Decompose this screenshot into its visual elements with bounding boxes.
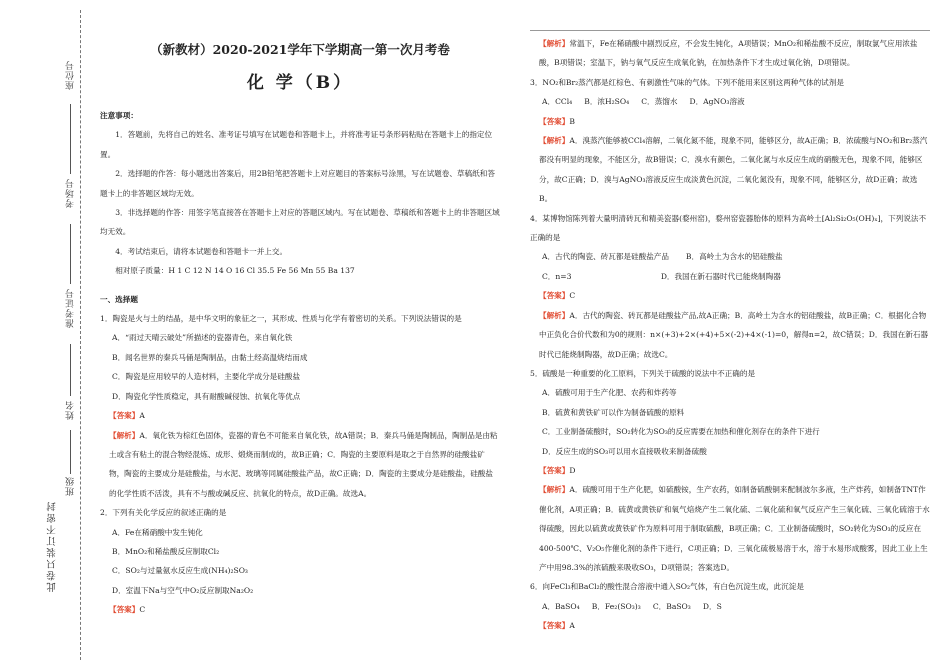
question-2-option: D．室温下Na与空气中O₂反应制取Na₂O₂ — [112, 585, 254, 595]
question-4-analysis — [530, 306, 930, 364]
analysis-text: 常温下，Fe在稀硝酸中剧烈反应，不会发生钝化，A项错误；MnO₂和稀盐酸不反应，制取氯气应用浓盐酸，B项错误；室温下，钠与氧气反应生成氧化钠，在加热条件下才生成过氧化钠，D项错误。 — [539, 39, 918, 68]
answer-value: C — [139, 605, 146, 615]
question-3-options — [530, 92, 930, 111]
answer-value: D — [569, 465, 576, 475]
question-6-answer — [530, 616, 930, 635]
question-4-options-row2 — [530, 267, 930, 286]
question-2-answer — [100, 600, 500, 619]
question-5-option: D．反应生成的SO₃可以用水直接吸收来制备硫酸 — [542, 446, 707, 456]
question-2-option: A．Fe在稀硝酸中发生钝化 — [112, 527, 203, 537]
notice-item: 1．答题前，先将自己的姓名、准考证号填写在试题卷和答题卡上，并将准考证号条形码粘贴在答题卡上的指定位置。 — [100, 130, 493, 159]
seat-line — [70, 104, 71, 174]
notice-item: 3．非选择题的作答：用签字笔直接答在答题卡上对应的答题区域内。写在试题卷、草稿纸和答题卡上的非答题区域均无效。 — [100, 208, 500, 237]
question-3-option: D．AgNO₃溶液 — [689, 97, 745, 107]
exam-room-line — [70, 224, 71, 284]
answer-value: A — [569, 621, 575, 631]
question-2-analysis — [530, 34, 930, 73]
question-4-stem: 4．某博物馆陈列着大量明清砖瓦和精美瓷器(婺州窑)，婺州窑瓷器胎体的原料为高岭土[Al₂Si₂O₅(OH)ₓ]，下列说法不正确的是 — [530, 213, 927, 243]
question-5-option: C．工业制备硫酸时，SO₂转化为SO₃的反应需要在加热和催化剂存在的条件下进行 — [542, 427, 820, 437]
answer-tag: 【答案】 — [109, 605, 140, 615]
question-6-option: A．BaSO₄ — [542, 601, 580, 611]
analysis-text: A．硫酸可用于生产化肥，如硫酸铵，生产农药，如制备硫酸铜来配制波尔多液，生产炸药，如制备TNT作催化剂，A项正确；B．硫黄或黄铁矿和氧气焙烧产生二氧化硫、二氧化硫和氧气反应产生三氧化硫、三氧化硫溶于水得硫酸，因此以硫黄或黄铁矿作为原料可用于制取硫酸，B项正确；C．工业制备硫酸时，SO₂转化为SO₃的反应在400-500℃、V₂O₅作催化剂的条件下进行，C项正确；D．三氧化硫极易溶于水，溶于水易形成酸雾，因此工业上生产中用98.3%的浓硫酸来吸收SO₃，D项错误；答案选D。 — [539, 485, 930, 572]
answer-value: A — [139, 411, 145, 421]
question-4-option: C．n=3 — [542, 271, 572, 281]
answer-tag: 【答案】 — [539, 465, 570, 475]
question-1-stem: 1．陶瓷是火与土的结晶，是中华文明的象征之一，其形成、性质与化学有着密切的关系。下列说法错误的是 — [100, 314, 462, 324]
question-6-stem: 6．向FeCl₃和BaCl₂的酸性混合溶液中通入SO₂气体，有白色沉淀生成，此沉淀是 — [530, 582, 804, 592]
question-4-answer — [530, 286, 930, 305]
question-2-option: C．SO₂与过量氨水反应生成(NH₄)₂SO₃ — [112, 566, 248, 576]
notice-item: 4．考试结束后，请将本试题卷和答题卡一并上交。 — [115, 246, 288, 256]
question-6-option: C．BaSO₃ — [652, 601, 691, 611]
question-3-stem: 3．NO₂和Br₂蒸汽都是红棕色、有刺激性气味的气体。下列不能用来区别这两种气体的试剂是 — [530, 77, 844, 87]
binding-dashed-line — [80, 10, 81, 660]
seal-notice: 此卷只装订不密封 — [47, 500, 58, 592]
question-1-option: A．“雨过天晴云破处”所描述的瓷器青色，来自氧化铁 — [112, 333, 293, 343]
class-label: 班级 — [66, 476, 76, 496]
analysis-text: A．古代的陶瓷、砖瓦都是硅酸盐产品,故A正确；B．高岭土为含水的铝硅酸盐，故B正确；C．根据化合物中正负化合价代数和为0的规则：n×(+3)+2×(+4)+5×(-2)+4×(-1)=0，解得n=2，故C错误；D．我国在新石器时代已能烧制陶器，故D正确；故选C。 — [539, 310, 929, 359]
question-5-stem: 5．硫酸是一种重要的化工原料，下列关于硫酸的说法中不正确的是 — [530, 368, 756, 378]
question-5-analysis — [530, 480, 930, 577]
question-1-option: C．陶瓷是应用较早的人造材料，主要化学成分是硅酸盐 — [112, 372, 301, 382]
answer-value: C — [569, 291, 576, 301]
question-4-option: A．古代的陶瓷、砖瓦都是硅酸盐产品 — [542, 252, 669, 262]
answer-value: B — [569, 116, 575, 126]
notice-item: 2．选择题的作答：每小题选出答案后，用2B铅笔把答题卡上对应题目的答案标号涂黑，写在试题卷、草稿纸和答题卡上的非答题区域均无效。 — [100, 169, 495, 198]
question-1-answer — [100, 406, 500, 425]
question-3-option: C．蒸馏水 — [641, 97, 678, 107]
analysis-tag: 【解析】 — [539, 39, 570, 48]
question-4-option: B．高岭土为含水的铝硅酸盐 — [685, 252, 783, 262]
analysis-tag: 【解析】 — [539, 136, 570, 146]
left-column — [100, 40, 500, 620]
notice-heading: 注意事项： — [100, 111, 138, 120]
answer-tag: 【答案】 — [109, 411, 140, 421]
section-heading: 一、选择题 — [100, 294, 138, 304]
question-3-answer — [530, 112, 930, 131]
answer-tag: 【答案】 — [539, 116, 570, 126]
name-line — [70, 430, 71, 474]
right-column — [530, 34, 930, 636]
name-label: 姓名 — [66, 400, 76, 420]
question-1-option: B．闻名世界的秦兵马俑是陶制品，由黏土经高温烧结而成 — [112, 352, 308, 362]
question-5-option: A．硫酸可用于生产化肥、农药和炸药等 — [542, 388, 677, 398]
answer-tag: 【答案】 — [539, 291, 570, 301]
binding-margin — [0, 0, 92, 672]
analysis-tag: 【解析】 — [539, 310, 570, 320]
question-6-option: D．S — [702, 601, 722, 611]
analysis-tag: 【解析】 — [539, 485, 570, 495]
question-5-option: B．硫黄和黄铁矿可以作为制备硫酸的原料 — [542, 407, 685, 417]
question-4-option: D．我国在新石器时代已能烧制陶器 — [660, 271, 781, 281]
question-2-option: B．MnO₂和稀盐酸反应制取Cl₂ — [112, 546, 220, 556]
question-6-options — [530, 597, 930, 616]
atomic-mass: 相对原子质量：H 1 C 12 N 14 O 16 Cl 35.5 Fe 56 Mn 55 Ba 137 — [115, 266, 355, 276]
exam-title: （新教材）2020-2021学年下学期高一第一次月考卷 — [150, 42, 450, 57]
answer-tag: 【答案】 — [539, 621, 570, 631]
exam-room-label: 考场号 — [66, 178, 76, 208]
question-1-analysis — [100, 426, 500, 504]
analysis-tag: 【解析】 — [109, 430, 140, 440]
question-2-stem: 2．下列有关化学反应的叙述正确的是 — [100, 508, 227, 518]
question-5-answer — [530, 461, 930, 480]
analysis-text: A．氧化铁为棕红色固体，瓷器的青色不可能来自氧化铁，故A错误；B．秦兵马俑是陶制品，陶制品是由粘土或含有粘土的混合物经混炼、成形、煅烧而制成的，故B正确；C．陶瓷的主要原料是取之于自然界的硅酸盐矿物，陶瓷的主要成分是硅酸盐，与水泥、玻璃等同属硅酸盐产品，故C正确；D．陶瓷的主要成分是硅酸盐，硅酸盐的化学性质不活泼，具有不与酸或碱反应、抗氧化的特点，故D正确。故选A。 — [109, 430, 498, 498]
ticket-line — [70, 344, 71, 396]
subject-title: 化 学（B） — [246, 73, 354, 93]
analysis-text: A．溴蒸汽能够被CCl₄溶解，二氧化氮不能，现象不同，能够区分，故A正确；B．浓硫酸与NO₂和Br₂蒸汽都没有明显的现象，不能区分，故B错误；C．溴水有颜色，二氧化氮与水反应生成的硝酸无色，现象不同，能够区分，故C正确；D．溴与AgNO₃溶液反应生成淡黄色沉淀，二氧化氮没有，现象不同，能够区分，故D正确；故选B。 — [539, 136, 928, 204]
question-3-option: A．CCl₄ — [542, 97, 573, 107]
top-rule — [530, 30, 930, 31]
ticket-label: 准考证号 — [66, 288, 76, 328]
question-1-option: D．陶瓷化学性质稳定，具有耐酸碱侵蚀、抗氧化等优点 — [112, 391, 301, 401]
question-6-option: B．Fe₂(SO₃)₃ — [591, 601, 641, 611]
question-3-option: B．浓H₂SO₄ — [584, 97, 630, 107]
question-4-options-row1 — [530, 247, 930, 266]
question-3-analysis — [530, 131, 930, 209]
seat-label: 座位号 — [66, 60, 76, 90]
